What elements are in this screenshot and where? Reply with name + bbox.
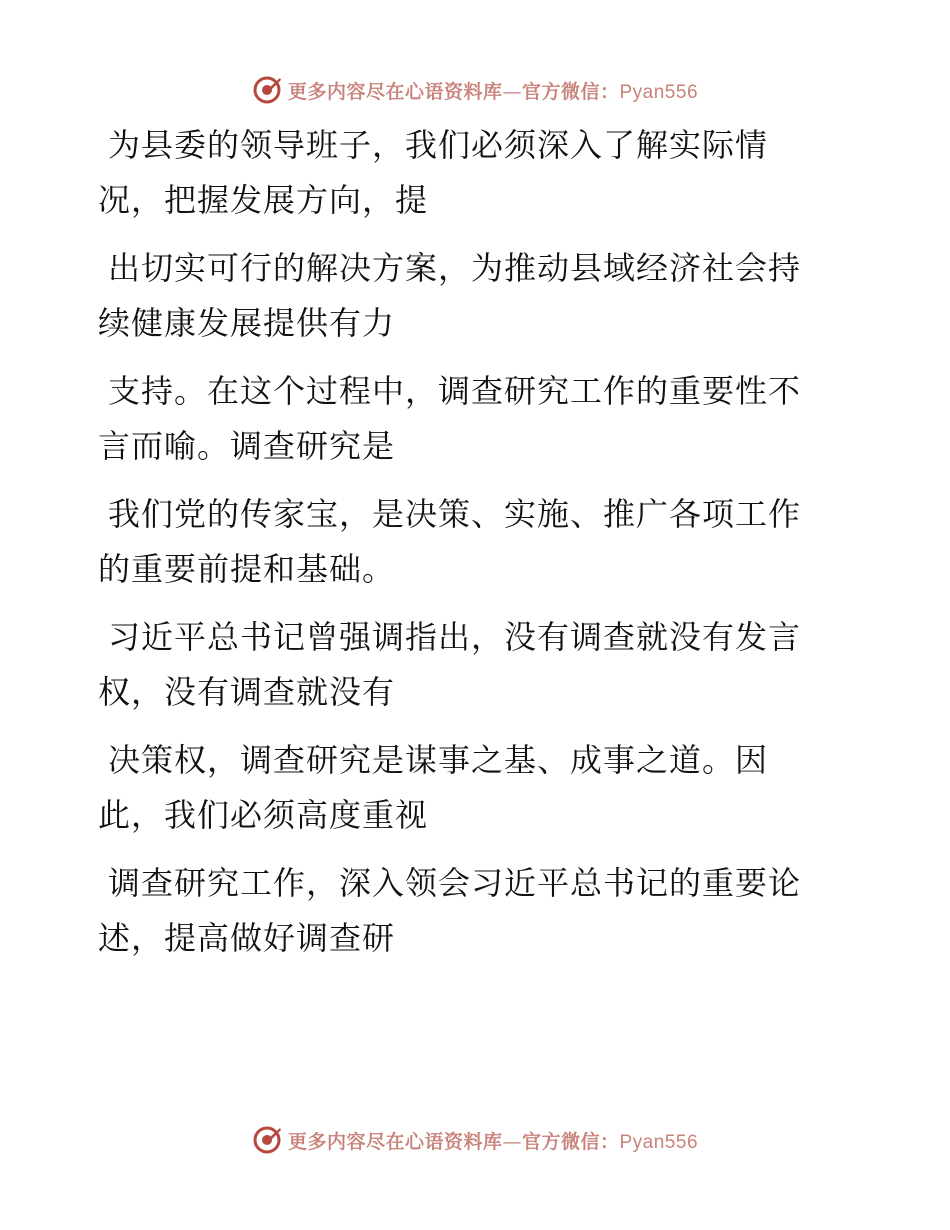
watermark-text — [288, 1127, 698, 1154]
watermark-wechat-id: Pyan556 — [619, 1131, 699, 1153]
paragraph — [98, 118, 838, 228]
paragraph-line: 为县委的领导班子，我们必须深入了解实际情 — [108, 126, 769, 164]
paragraph-line: 续健康发展提供有力 — [98, 304, 396, 342]
watermark-wechat-label: 官方微信： — [521, 1130, 620, 1153]
paragraph — [98, 856, 838, 966]
paragraph-line: 言而喻。调查研究是 — [98, 427, 396, 465]
watermark-separator: — — [502, 80, 522, 103]
paragraph-line: 况，把握发展方向，提 — [98, 181, 429, 219]
paragraph — [98, 610, 838, 720]
watermark-main: 更多内容尽在心语资料库 — [287, 80, 503, 103]
document-body — [98, 118, 838, 979]
paragraph-line: 此，我们必须高度重视 — [98, 796, 429, 834]
paragraph-line: 调查研究工作，深入领会习近平总书记的重要论 — [108, 864, 802, 902]
paragraph-line: 的重要前提和基础。 — [98, 550, 396, 588]
brand-logo-icon — [252, 75, 282, 105]
paragraph-line: 习近平总书记曾强调指出，没有调查就没有发言 — [108, 618, 802, 656]
paragraph-line: 支持。在这个过程中，调查研究工作的重要性不 — [108, 372, 802, 410]
paragraph-line: 出切实可行的解决方案，为推动县域经济社会持 — [108, 249, 802, 287]
paragraph-line: 述，提高做好调查研 — [98, 919, 396, 957]
paragraph — [98, 487, 838, 597]
brand-logo-icon — [252, 1125, 282, 1155]
paragraph — [98, 733, 838, 843]
watermark-main: 更多内容尽在心语资料库 — [287, 1130, 503, 1153]
paragraph-line: 我们党的传家宝，是决策、实施、推广各项工作 — [108, 495, 802, 533]
watermark-text — [288, 77, 698, 104]
watermark-wechat-label: 官方微信： — [521, 80, 620, 103]
header-watermark — [0, 70, 950, 110]
watermark-wechat-id: Pyan556 — [619, 81, 699, 103]
watermark-separator: — — [502, 1130, 522, 1153]
paragraph — [98, 364, 838, 474]
paragraph-line: 权，没有调查就没有 — [98, 673, 396, 711]
paragraph — [98, 241, 838, 351]
footer-watermark — [0, 1120, 950, 1160]
paragraph-line: 决策权，调查研究是谋事之基、成事之道。因 — [108, 741, 769, 779]
